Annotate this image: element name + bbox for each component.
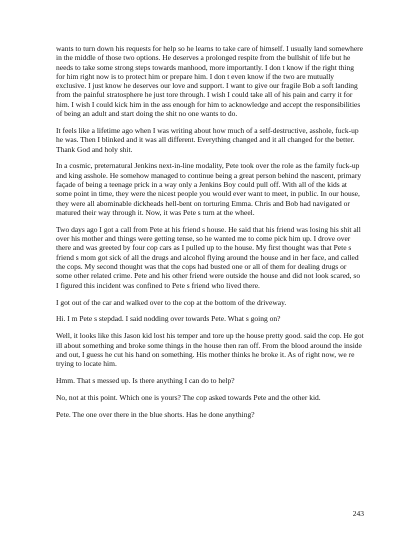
dialogue-paragraph: Well, it looks like this Jason kid lost his temper and tore up the house pretty good. said the cop. He got ill about something and broke some things in the house then ran off. From the blood around the inside and out, I guess he cut his hand on something. His mother thinks he broke it. As of right now, we re trying to locate him.: [56, 331, 364, 369]
page-number: 243: [352, 509, 364, 518]
paragraph: wants to turn down his requests for help so he learns to take care of himself. I usually land somewhere in the middle of those two options. He deserves a prolonged respite from the bullshit of life but he needs to take some strong steps towards manhood, more importantly. I don t know if the right thing for him right now is to protect him or prepare him. I don t even know if the two are mutually exclusive. I just know he deserves our love and support. I want to give our fragile Bob a soft landing from the painful stratosphere he just tore through. I wish I could take all of his pain and carry it for him. I wish I could kick him in the ass enough for him to acknowledge and accept the responsibilities of being an adult and start doing the shit no one wants to do.: [56, 44, 364, 119]
paragraph: Two days ago I got a call from Pete at his friend s house. He said that his friend was losing his shit all over his mother and things were getting tense, so he wanted me to come pick him up. I drove over there and was greeted by four cop cars as I pulled up to the house. My first thought was that Pete s friend s mom got sick of all the drugs and alcohol flying around the house and in her face, and called the cops. My second thought was that the cops had busted one or all of them for dealing drugs or some other related crime. Pete and his other friend were outside the house and did not look scared, so I figured this incident was confined to Pete s friend who lived there.: [56, 224, 361, 290]
dialogue-paragraph: Hmm. That s messed up. Is there anything I can do to help?: [56, 376, 235, 386]
paragraph: I got out of the car and walked over to the cop at the bottom of the driveway.: [56, 297, 287, 307]
dialogue-paragraph: No, not at this point. Which one is yours? The cop asked towards Pete and the other kid.: [56, 392, 321, 402]
paragraph: In a cosmic, preternatural Jenkins next-in-line modality, Pete took over the role as the family fuck-up and king asshole. He somehow managed to continue being a great person behind the nascent, primary façade of being a teenage prick in a way only a Jenkins Boy could pull off. With all of the kids at some point in time, they were the nicest people you would ever want to meet, in public. In our house, they were all abominable dickheads hell-bent on torturing Emma. Chris and Bob had navigated or matured their way through it. Now, it was Pete s turn at the wheel.: [56, 161, 362, 217]
paragraph: It feels like a lifetime ago when I was writing about how much of a self-destructive, asshole, fuck-up he was. Then I blinked and it was all different. Everything changed and it all changed for the better. Thank God and holy shit.: [56, 125, 359, 154]
dialogue-paragraph: Hi. I m Pete s stepdad. I said nodding over towards Pete. What s going on?: [56, 314, 281, 324]
dialogue-paragraph: Pete. The one over there in the blue shorts. Has he done anything?: [56, 409, 255, 419]
